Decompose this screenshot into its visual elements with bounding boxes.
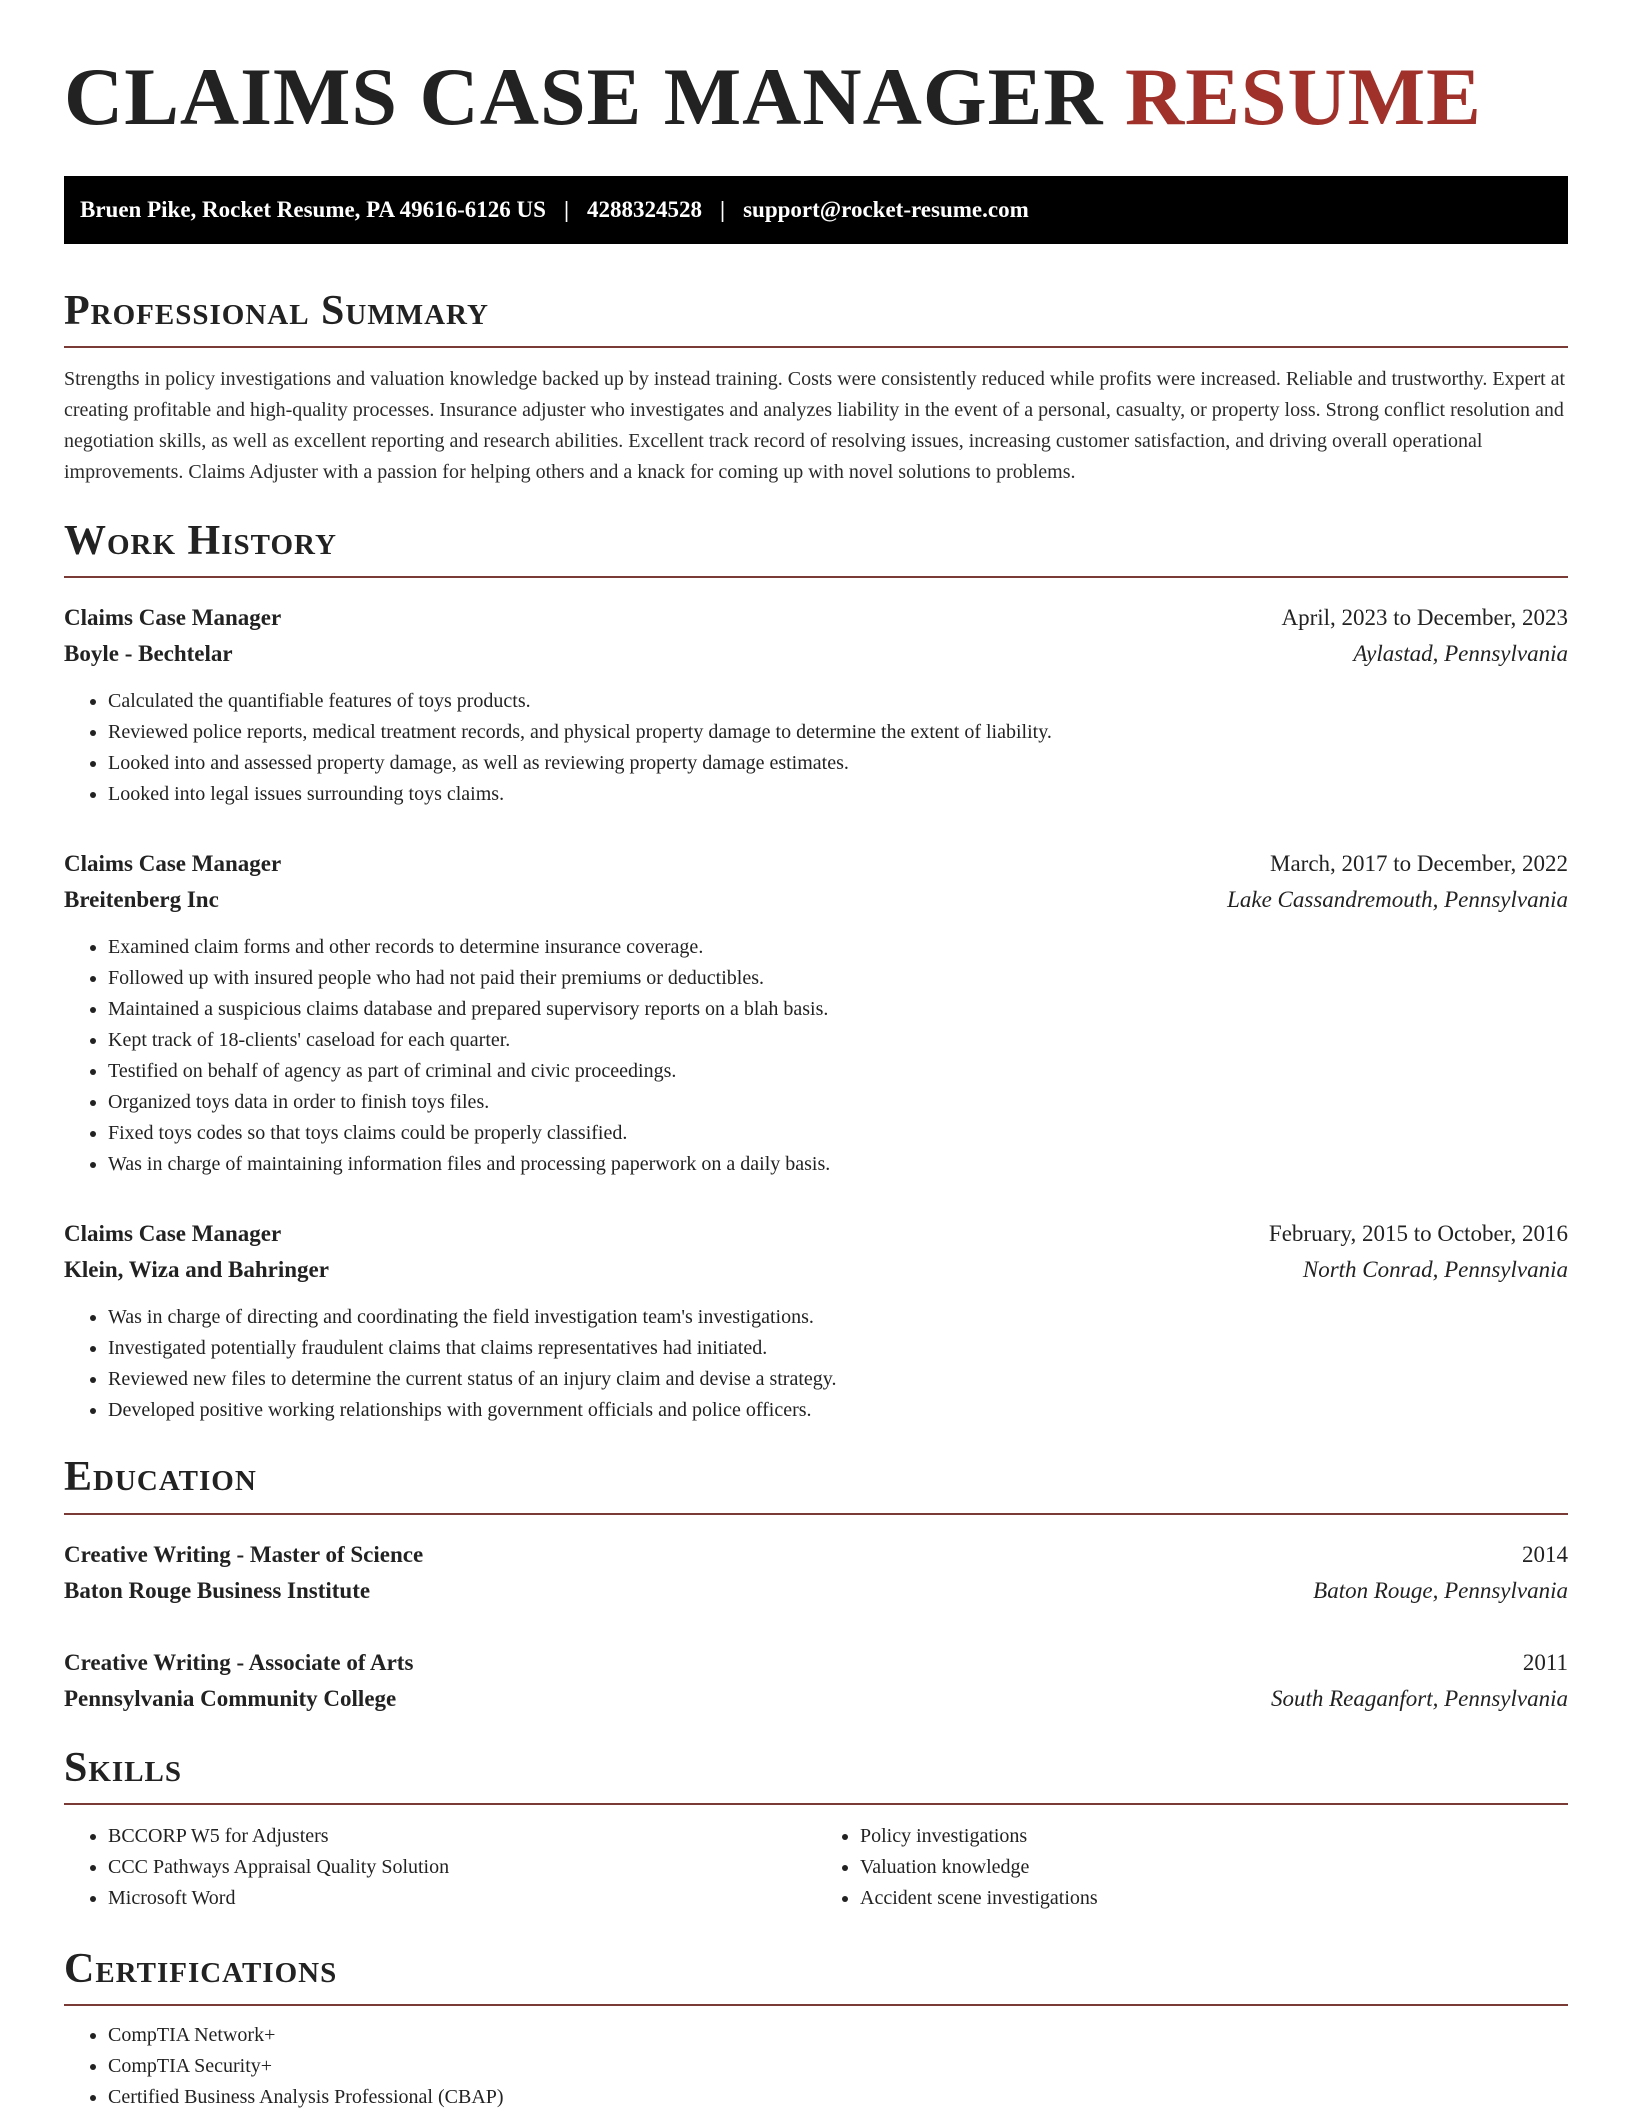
education-school-row (64, 1573, 1568, 1609)
job-dates: February, 2015 to October, 2016 (1268, 1221, 1568, 1247)
education-year: 2011 (1522, 1649, 1568, 1675)
job-entry (64, 600, 1568, 810)
education-entry (64, 1537, 1568, 1609)
education-school: Baton Rouge Business Institute (64, 1577, 371, 1603)
job-bullet: • Reviewed new files to determine the current status of an injury claim and devise a strategy. (108, 1364, 1568, 1395)
job-location: Aylastad, Pennsylvania (1353, 641, 1568, 667)
skill-item: • CCC Pathways Appraisal Quality Solution (108, 1852, 816, 1883)
contact-bar (64, 176, 1568, 244)
contact-separator: | (720, 197, 726, 222)
summary-heading: Professional Summary (64, 288, 1568, 348)
skill-item: • Microsoft Word (108, 1883, 816, 1914)
job-location: Lake Cassandremouth, Pennsylvania (1227, 887, 1568, 913)
education-location: South Reaganfort, Pennsylvania (1270, 1685, 1568, 1711)
skill-item: • Valuation knowledge (860, 1852, 1568, 1883)
job-list (64, 600, 1568, 1426)
job-bullet: • Organized toys data in order to finish toys files. (108, 1087, 1568, 1118)
job-bullets (64, 1302, 1568, 1426)
skill-item: • Accident scene investigations (860, 1883, 1568, 1914)
job-company-row (64, 1252, 1568, 1288)
certifications-heading: Certifications (64, 1946, 1568, 2006)
certification-item: • CompTIA Security+ (108, 2051, 1568, 2082)
job-company-row (64, 636, 1568, 672)
job-bullet: • Examined claim forms and other records to determine insurance coverage. (108, 932, 1568, 963)
skills-list-right (816, 1821, 1568, 1914)
skills-list-left (64, 1821, 816, 1914)
job-bullet: • Reviewed police reports, medical treatment records, and physical property damage to determine the extent of liability. (108, 717, 1568, 748)
job-entry (64, 1216, 1568, 1426)
title-main: CLAIMS CASE MANAGER (64, 51, 1104, 142)
education-location: Baton Rouge, Pennsylvania (1313, 1577, 1568, 1603)
work-section (64, 518, 1568, 1426)
education-year: 2014 (1522, 1541, 1568, 1567)
skills-grid (64, 1821, 1568, 1914)
job-bullet: • Was in charge of maintaining information files and processing paperwork on a daily basis. (108, 1149, 1568, 1180)
skill-item: • BCCORP W5 for Adjusters (108, 1821, 816, 1852)
certification-item: • CompTIA Network+ (108, 2020, 1568, 2051)
contact-separator: | (563, 197, 570, 222)
job-company-row (64, 882, 1568, 918)
job-company: Boyle - Bechtelar (64, 641, 233, 667)
job-bullet: • Calculated the quantifiable features of toys products. (108, 686, 1568, 717)
contact-address: Bruen Pike, Rocket Resume, PA 49616-6126 US (80, 197, 546, 222)
skills-section (64, 1745, 1568, 1914)
job-dates: March, 2017 to December, 2022 (1270, 851, 1568, 877)
job-header-row (64, 846, 1568, 882)
education-school-row (64, 1681, 1568, 1717)
job-bullet: • Looked into and assessed property damage, as well as reviewing property damage estimates. (108, 748, 1568, 779)
education-degree: Creative Writing - Master of Science (64, 1541, 424, 1567)
job-bullet: • Kept track of 18-clients' caseload for each quarter. (108, 1025, 1568, 1056)
job-bullet: • Investigated potentially fraudulent claims that claims representatives had initiated. (108, 1333, 1568, 1364)
contact-email: support@rocket-resume.com (743, 197, 1029, 222)
title-accent: RESUME (1125, 51, 1482, 142)
education-heading: Education (64, 1454, 1568, 1514)
job-header-row (64, 600, 1568, 636)
summary-section (64, 288, 1568, 488)
job-location: North Conrad, Pennsylvania (1302, 1257, 1568, 1283)
job-title: Claims Case Manager (64, 1221, 282, 1247)
education-school: Pennsylvania Community College (64, 1685, 397, 1711)
summary-text: Strengths in policy investigations and valuation knowledge backed up by instead training. Costs were consistently reduced while profits were increased. Reliable and trustworthy. Expert at creating profitable and high-quality processes. Insurance adjuster who investigates and analyzes liability in the event of a personal, casualty, or property loss. Strong conflict resolution and negotiation skills, as well as excellent reporting and research abilities. Excellent track record of resolving issues, increasing customer satisfaction, and driving overall operational improvements. Claims Adjuster with a passion for helping others and a knack for coming up with novel solutions to problems. (64, 368, 1566, 484)
certifications-list (64, 2020, 1568, 2113)
education-section (64, 1454, 1568, 1716)
job-dates: April, 2023 to December, 2023 (1281, 605, 1568, 631)
job-bullets (64, 686, 1568, 810)
education-entry (64, 1645, 1568, 1717)
job-bullet: • Looked into legal issues surrounding toys claims. (108, 779, 1568, 810)
certification-item: • Certified Business Analysis Professional (CBAP) (108, 2082, 1568, 2113)
job-bullets (64, 932, 1568, 1180)
job-entry (64, 846, 1568, 1180)
skill-item: • Policy investigations (860, 1821, 1568, 1852)
job-company: Breitenberg Inc (64, 887, 219, 913)
job-bullet: • Fixed toys codes so that toys claims could be properly classified. (108, 1118, 1568, 1149)
job-title: Claims Case Manager (64, 851, 282, 877)
job-header-row (64, 1216, 1568, 1252)
certifications-section (64, 1946, 1568, 2113)
job-bullet: • Followed up with insured people who had not paid their premiums or deductibles. (108, 963, 1568, 994)
education-degree-row (64, 1645, 1568, 1681)
job-bullet: • Testified on behalf of agency as part of criminal and civic proceedings. (108, 1056, 1568, 1087)
job-company: Klein, Wiza and Bahringer (64, 1257, 329, 1283)
work-heading: Work History (64, 518, 1568, 578)
contact-phone: 4288324528 (587, 197, 703, 222)
job-bullet: • Was in charge of directing and coordinating the field investigation team's investigations. (108, 1302, 1568, 1333)
job-bullet: • Maintained a suspicious claims database and prepared supervisory reports on a blah basis. (108, 994, 1568, 1025)
resume-title (64, 51, 1568, 142)
skills-heading: Skills (64, 1745, 1568, 1805)
job-bullet: • Developed positive working relationships with government officials and police officers. (108, 1395, 1568, 1426)
job-title: Claims Case Manager (64, 605, 282, 631)
education-degree: Creative Writing - Associate of Arts (64, 1649, 414, 1675)
education-list (64, 1537, 1568, 1717)
education-degree-row (64, 1537, 1568, 1573)
